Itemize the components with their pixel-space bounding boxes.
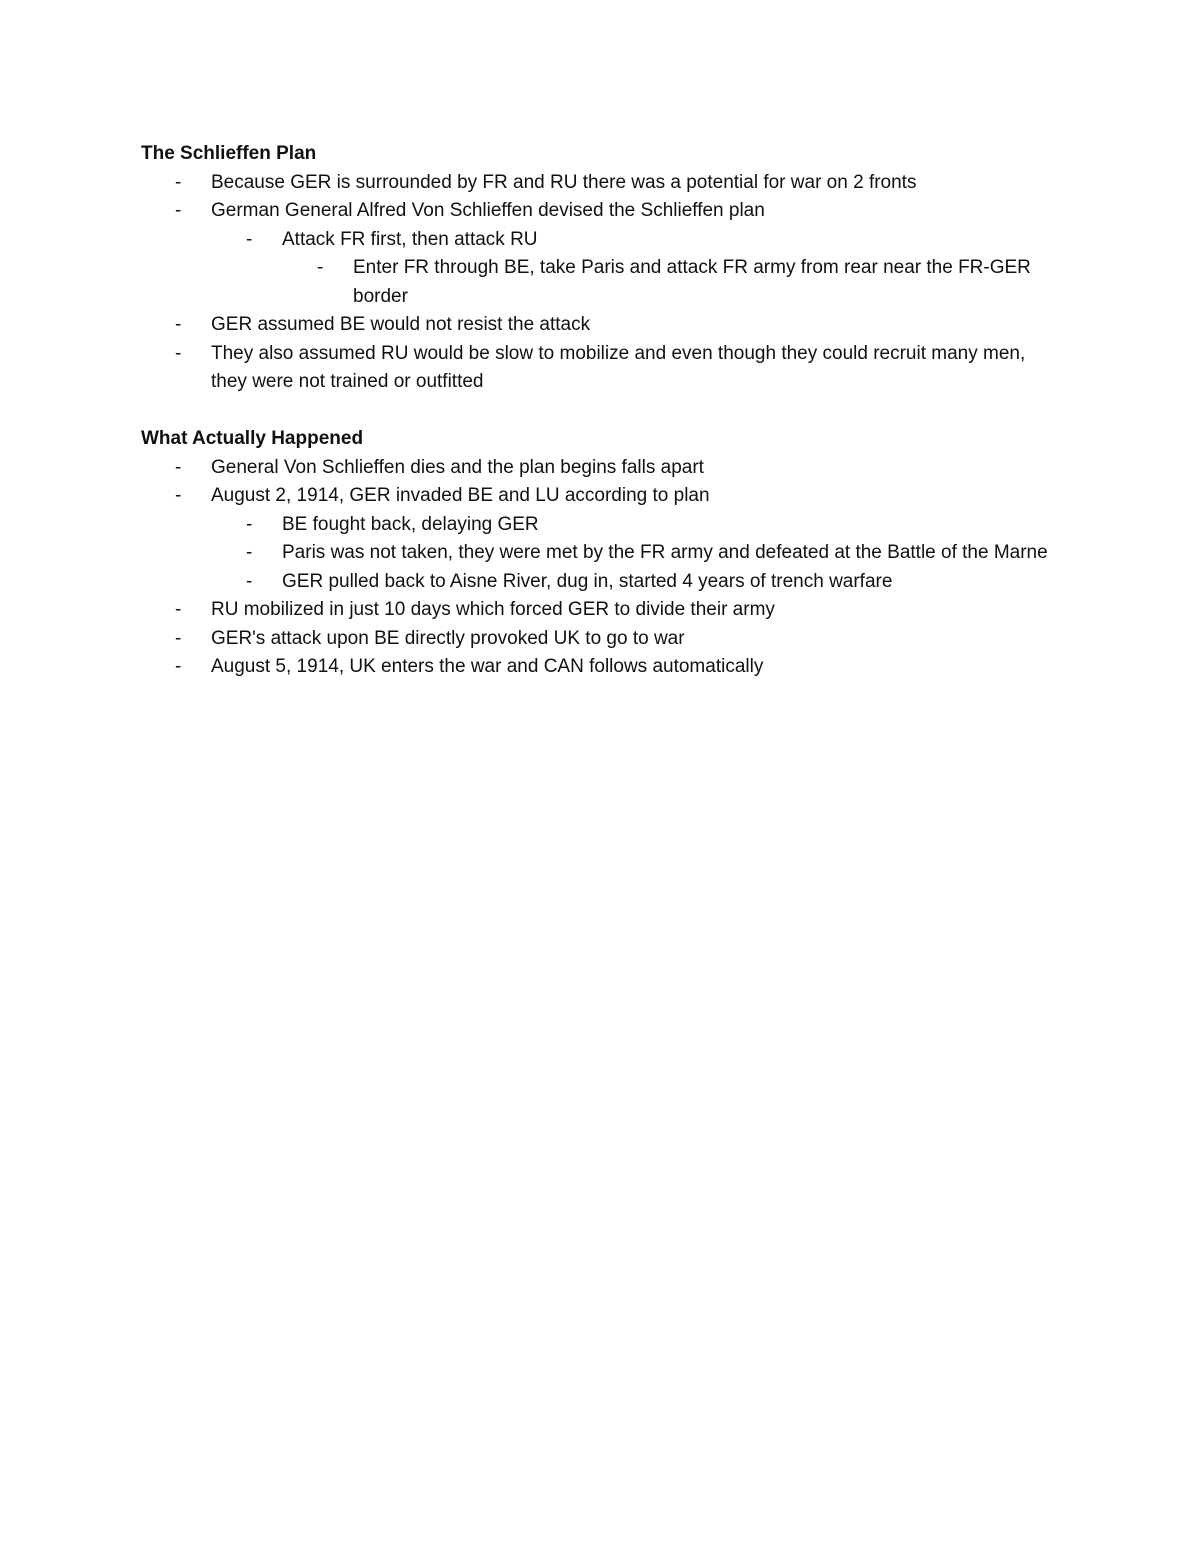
list-item-text: Attack FR first, then attack RU xyxy=(282,228,538,250)
bullet-dash: - xyxy=(246,542,253,563)
list-item xyxy=(141,197,1061,226)
section-what-actually-happened xyxy=(141,425,1061,682)
list-item-text: Enter FR through BE, take Paris and attack FR army from rear near the FR-GER border xyxy=(353,257,1031,307)
list-item xyxy=(141,482,1061,511)
list-item xyxy=(141,539,1061,568)
list-item-text: General Von Schlieffen dies and the plan begins falls apart xyxy=(211,456,704,478)
bullet-dash: - xyxy=(246,570,253,592)
bullet-dash: - xyxy=(175,456,182,478)
bullet-dash: - xyxy=(175,342,182,364)
list-item xyxy=(141,226,1061,255)
list-item-text: Because GER is surrounded by FR and RU there was a potential for war on 2 fronts xyxy=(211,171,917,193)
bullet-dash: - xyxy=(175,314,182,335)
list-item xyxy=(141,454,1061,483)
list-item xyxy=(141,254,1061,311)
list-item xyxy=(141,169,1061,198)
section-heading: The Schlieffen Plan xyxy=(141,143,317,164)
list-item xyxy=(141,511,1061,540)
section-schlieffen-plan xyxy=(141,140,1061,397)
bullet-dash: - xyxy=(246,513,253,535)
list-item xyxy=(141,625,1061,654)
list-item xyxy=(141,340,1061,397)
bullet-list xyxy=(141,454,1061,682)
list-item xyxy=(141,568,1061,597)
bullet-dash: - xyxy=(175,485,182,506)
list-item-text: GER assumed BE would not resist the attack xyxy=(211,314,591,335)
list-item xyxy=(141,653,1061,682)
bullet-list xyxy=(141,169,1061,397)
list-item-text: German General Alfred Von Schlieffen devised the Schlieffen plan xyxy=(211,200,765,221)
bullet-dash: - xyxy=(175,656,182,677)
list-item-text: GER pulled back to Aisne River, dug in, started 4 years of trench warfare xyxy=(282,570,893,592)
bullet-dash: - xyxy=(317,257,324,278)
section-heading: What Actually Happened xyxy=(141,428,364,449)
list-item xyxy=(141,596,1061,625)
list-item-text: RU mobilized in just 10 days which forced GER to divide their army xyxy=(211,599,775,620)
bullet-dash: - xyxy=(246,228,253,250)
list-item-text: BE fought back, delaying GER xyxy=(282,513,539,535)
list-item-text: August 2, 1914, GER invaded BE and LU according to plan xyxy=(211,485,710,506)
list-item xyxy=(141,311,1061,340)
bullet-dash: - xyxy=(175,200,182,221)
bullet-dash: - xyxy=(175,627,182,649)
bullet-dash: - xyxy=(175,599,182,620)
list-item-text: GER's attack upon BE directly provoked UK to go to war xyxy=(211,627,685,649)
list-item-text: They also assumed RU would be slow to mobilize and even though they could recruit many men, they were not trained or outfitted xyxy=(211,342,1026,392)
list-item-text: August 5, 1914, UK enters the war and CAN follows automatically xyxy=(211,656,764,677)
list-item-text: Paris was not taken, they were met by the FR army and defeated at the Battle of the Marne xyxy=(282,542,1048,563)
bullet-dash: - xyxy=(175,171,182,193)
